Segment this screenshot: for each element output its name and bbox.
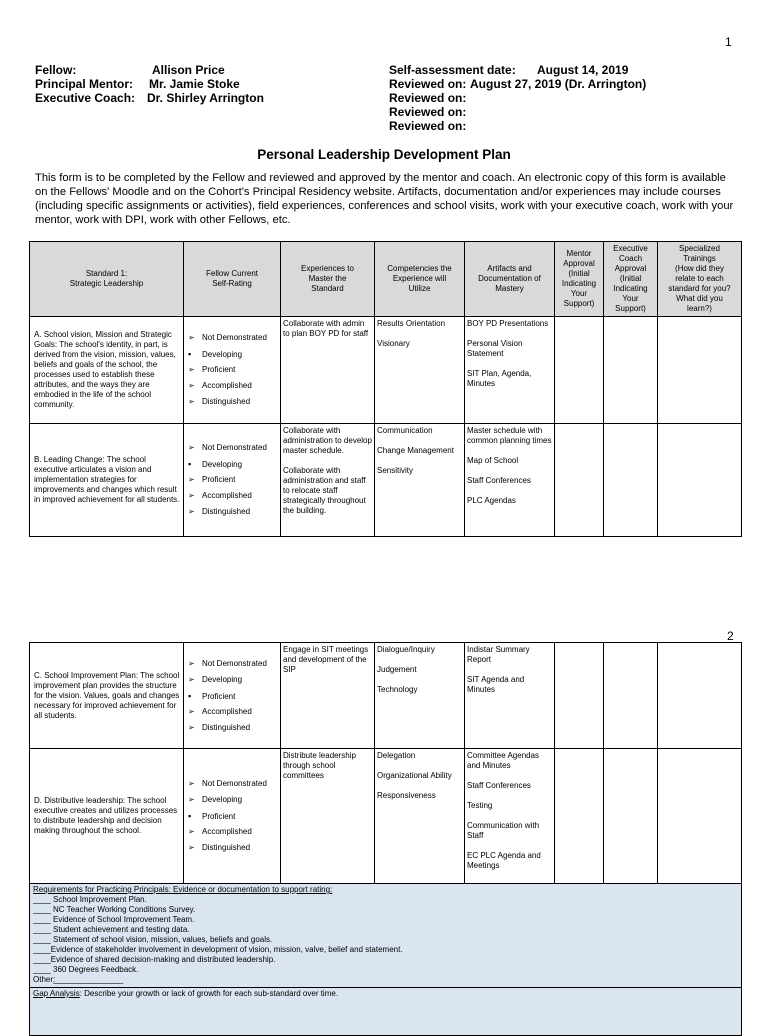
fellow-name: Allison Price (152, 63, 225, 77)
rating-option-label: Distinguished (202, 722, 251, 732)
requirement-item[interactable]: ____ 360 Degrees Feedback. (33, 965, 139, 974)
review-info (389, 63, 646, 133)
arrowhead-bullet-icon: ➢ (188, 397, 195, 406)
rating-cell-c (184, 643, 281, 749)
coach-approval-d[interactable] (604, 749, 658, 884)
experiences-b (281, 424, 375, 537)
requirements-heading (33, 885, 738, 895)
rating-option-label: Accomplished (202, 706, 252, 716)
header-competencies: Competencies the Experience will Utilize (375, 242, 465, 317)
list-item: Change Management (377, 446, 454, 455)
requirement-item[interactable]: ____ Evidence of School Improvement Team. (33, 915, 195, 924)
rating-option-label: Accomplished (202, 381, 252, 390)
rating-option-label: Not Demonstrated (202, 779, 267, 788)
rating-option[interactable] (188, 840, 278, 856)
rating-option-label: Proficient (202, 365, 236, 374)
rating-option-label: Distinguished (202, 507, 251, 516)
requirement-item[interactable]: ____Evidence of shared decision-making and distributed leadership. (33, 955, 276, 964)
trainings-b[interactable] (658, 424, 742, 537)
coach-label: Executive Coach: (35, 91, 136, 105)
rating-option-label: Proficient (202, 691, 236, 701)
rating-option[interactable] (188, 472, 278, 488)
experiences-a (281, 317, 375, 424)
arrowhead-bullet-icon: ➢ (188, 843, 195, 852)
rating-option[interactable] (188, 656, 278, 672)
header-rating: Fellow Current Self-Rating (184, 242, 281, 317)
header-trainings: Specialized Trainings (How did they relate to each standard for you? What did you learn?) (658, 242, 742, 317)
list-item: PLC Agendas (467, 496, 516, 505)
reviewed-date-1: August 27, 2019 (Dr. Arrington) (470, 77, 647, 91)
arrowhead-bullet-icon: ➢ (188, 658, 195, 668)
page-title: Personal Leadership Development Plan (257, 147, 511, 162)
arrowhead-bullet-icon: ➢ (188, 722, 195, 732)
requirements-other (33, 975, 738, 985)
competencies-c (375, 643, 465, 749)
artifacts-d (465, 749, 555, 884)
requirement-item[interactable]: ____ NC Teacher Working Conditions Survey. (33, 905, 196, 914)
list-item: BOY PD Presentations (467, 319, 549, 328)
rating-option[interactable] (188, 378, 278, 394)
experiences-c (281, 643, 375, 749)
rating-option-label: Not Demonstrated (202, 333, 267, 342)
arrowhead-bullet-icon: ➢ (188, 779, 195, 788)
header-mentor-approval: Mentor Approval (Initial Indicating Your Support) (555, 242, 604, 317)
gap-analysis-box[interactable] (30, 988, 742, 1036)
reviewed-label-2: Reviewed on: (389, 91, 467, 105)
self-date-label: Self-assessment date: (389, 63, 516, 77)
list-item: Distribute leadership through school committees (283, 751, 356, 780)
header-artifacts: Artifacts and Documentation of Mastery (465, 242, 555, 317)
competencies-a (375, 317, 465, 424)
requirement-item[interactable]: ____ School Improvement Plan. (33, 895, 147, 904)
mentor-name: Mr. Jamie Stoke (149, 77, 240, 91)
rating-option-label: Distinguished (202, 397, 251, 406)
rating-option[interactable] (188, 362, 278, 378)
rating-option[interactable] (188, 488, 278, 504)
list-item: Communication with Staff (467, 821, 540, 840)
table-row (30, 643, 742, 749)
list-item: Map of School (467, 456, 519, 465)
rating-option-label: Accomplished (202, 827, 252, 836)
rating-option-label: Not Demonstrated (202, 443, 267, 452)
rating-cell-b (184, 424, 281, 537)
trainings-d[interactable] (658, 749, 742, 884)
list-item: Collaborate with admin to plan BOY PD for staff (283, 319, 369, 338)
rating-option[interactable] (188, 440, 278, 456)
rating-option[interactable] (188, 456, 278, 472)
arrowhead-bullet-icon: ➢ (188, 475, 195, 484)
list-item: Communication (377, 426, 433, 435)
list-item: Testing (467, 801, 493, 810)
requirements-title: Requirements for Practicing Principals (33, 885, 169, 894)
rating-option[interactable] (188, 776, 278, 792)
reviewed-label-3: Reviewed on: (389, 105, 467, 119)
table-row (30, 317, 742, 424)
square-bullet-icon: ▪ (188, 811, 192, 821)
gap-text: : Describe your growth or lack of growth for each sub-standard over time. (79, 989, 339, 998)
list-item: SIT Agenda and Minutes (467, 675, 525, 694)
standard-a: A. School vision, Mission and Strategic Goals: The school's identity, in part, is derived from the vision, mission, values, beliefs and goals of the school, the processes used to establish these attributes, and the ways they are embodied in the life of the school community. (30, 317, 184, 424)
rating-option-label: Accomplished (202, 491, 252, 500)
coach-name: Dr. Shirley Arrington (147, 91, 264, 105)
list-item: Collaborate with administration and staff to relocate staff strategically throughout the building. (283, 466, 366, 515)
rating-option-label: Distinguished (202, 843, 251, 852)
other-label: Other: (33, 975, 56, 984)
arrowhead-bullet-icon: ➢ (188, 365, 195, 374)
requirement-item[interactable]: ____Evidence of stakeholder involvement in development of vision, mission, valve, belief and statement. (33, 945, 403, 954)
rating-option[interactable] (188, 346, 278, 362)
requirements-row (30, 884, 742, 988)
arrowhead-bullet-icon: ➢ (188, 491, 195, 500)
rating-option[interactable] (188, 688, 278, 704)
list-item: Judgement (377, 665, 417, 674)
arrowhead-bullet-icon: ➢ (188, 706, 195, 716)
artifacts-a (465, 317, 555, 424)
rating-cell-d (184, 749, 281, 884)
arrowhead-bullet-icon: ➢ (188, 827, 195, 836)
other-line[interactable]: ____________________ (53, 975, 123, 984)
square-bullet-icon: ▪ (188, 459, 192, 469)
list-item: Delegation (377, 751, 416, 760)
experiences-d (281, 749, 375, 884)
rating-option-label: Developing (202, 460, 243, 469)
reviewed-label-1: Reviewed on: (389, 77, 467, 91)
mentor-approval-c[interactable] (555, 643, 604, 749)
requirements-box (30, 884, 742, 988)
artifacts-c (465, 643, 555, 749)
requirements-list (33, 895, 738, 975)
list-item: Engage in SIT meetings and development of the SIP (283, 645, 369, 674)
list-item: Staff Conferences (467, 476, 531, 485)
rating-option[interactable] (188, 792, 278, 808)
requirement-item[interactable]: ____ Statement of school vision, mission, values, beliefs and goals. (33, 935, 273, 944)
competencies-d (375, 749, 465, 884)
arrowhead-bullet-icon: ➢ (188, 674, 195, 684)
rating-option-label: Not Demonstrated (202, 658, 267, 668)
intro-paragraph: This form is to be completed by the Fellow and reviewed and approved by the mentor and coach. An electronic copy of this form is available on the Fellows' Moodle and on the Cohort's Principal Residency website. Artifacts, documentation and/or experiences may include courses (including specific assignments or activities), field experiences, conferences and school visits, work with your executive coach, work with your mentor, work with DPI, work with other Fellows, etc. (35, 172, 734, 226)
list-item: Results Orientation (377, 319, 446, 328)
arrowhead-bullet-icon: ➢ (188, 443, 195, 452)
gap-label: Gap Analysis (33, 989, 80, 998)
list-item: Collaborate with administration to develop master schedule. (283, 426, 372, 455)
fellow-label: Fellow: (35, 63, 77, 77)
reviewed-label-4: Reviewed on: (389, 119, 467, 133)
list-item: Master schedule with common planning times (467, 426, 552, 445)
table-row (30, 424, 742, 537)
rating-option-label: Proficient (202, 812, 236, 821)
list-item: Committee Agendas and Minutes (467, 751, 540, 770)
list-item: Visionary (377, 339, 410, 348)
mentor-approval-b[interactable] (555, 424, 604, 537)
list-item: Personal Vision Statement (467, 339, 523, 358)
mentor-approval-a[interactable] (555, 317, 604, 424)
gap-row (30, 988, 742, 1036)
rating-cell-a (184, 317, 281, 424)
requirement-item[interactable]: ____ Student achievement and testing data. (33, 925, 190, 934)
rating-option[interactable] (188, 720, 278, 736)
page-number-2: 2 (727, 629, 734, 643)
rating-option-label: Developing (202, 795, 243, 804)
requirements-title-rest: : Evidence or documentation to support rating: (168, 885, 333, 894)
rating-option[interactable] (188, 824, 278, 840)
rating-option-label: Proficient (202, 475, 236, 484)
list-item: Organizational Ability (377, 771, 452, 780)
gap-analysis-heading (33, 989, 738, 999)
mentor-approval-d[interactable] (555, 749, 604, 884)
rating-option[interactable] (188, 808, 278, 824)
arrowhead-bullet-icon: ➢ (188, 381, 195, 390)
header-standard: Standard 1: Strategic Leadership (30, 242, 184, 317)
mentor-label: Principal Mentor: (35, 77, 134, 91)
list-item: SIT Plan, Agenda, Minutes (467, 369, 532, 388)
self-date: August 14, 2019 (537, 63, 629, 77)
rating-option[interactable] (188, 672, 278, 688)
list-item: Responsiveness (377, 791, 436, 800)
square-bullet-icon: ▪ (188, 349, 192, 359)
list-item: Technology (377, 685, 418, 694)
list-item: Dialogue/Inquiry (377, 645, 435, 654)
fellow-info (35, 63, 264, 105)
coach-approval-a[interactable] (604, 317, 658, 424)
trainings-c[interactable] (658, 643, 742, 749)
arrowhead-bullet-icon: ➢ (188, 795, 195, 804)
artifacts-b (465, 424, 555, 537)
arrowhead-bullet-icon: ➢ (188, 507, 195, 516)
list-item: Staff Conferences (467, 781, 531, 790)
rating-option[interactable] (188, 704, 278, 720)
arrowhead-bullet-icon: ➢ (188, 333, 195, 342)
trainings-a[interactable] (658, 317, 742, 424)
rating-option[interactable] (188, 394, 278, 410)
standard-d: D. Distributive leadership: The school executive creates and utilizes processes to distribute leadership and decision making throughout the school. (30, 749, 184, 884)
header-coach-approval: Executive Coach Approval (Initial Indicating Your Support) (604, 242, 658, 317)
header-experiences: Experiences to Master the Standard (281, 242, 375, 317)
rating-option[interactable] (188, 504, 278, 520)
standards-table-page1 (29, 241, 742, 537)
rating-option[interactable] (188, 330, 278, 346)
square-bullet-icon: ▪ (188, 690, 192, 701)
coach-approval-c[interactable] (604, 643, 658, 749)
standards-table-page2 (29, 642, 742, 1036)
standard-b: B. Leading Change: The school executive articulates a vision and implementation strategies for improvements and changes which result in improved achievement for all students. (30, 424, 184, 537)
competencies-b (375, 424, 465, 537)
page-number-1: 1 (725, 35, 732, 49)
list-item: Sensitivity (377, 466, 414, 475)
list-item: Indistar Summary Report (467, 645, 530, 664)
rating-option-label: Developing (202, 350, 243, 359)
table-row (30, 749, 742, 884)
list-item: EC PLC Agenda and Meetings (467, 851, 541, 870)
standard-c: C. School Improvement Plan: The school improvement plan provides the structure for the vision. Values, goals and changes necessary for improved achievement for all students. (30, 643, 184, 749)
coach-approval-b[interactable] (604, 424, 658, 537)
rating-option-label: Developing (202, 674, 243, 684)
